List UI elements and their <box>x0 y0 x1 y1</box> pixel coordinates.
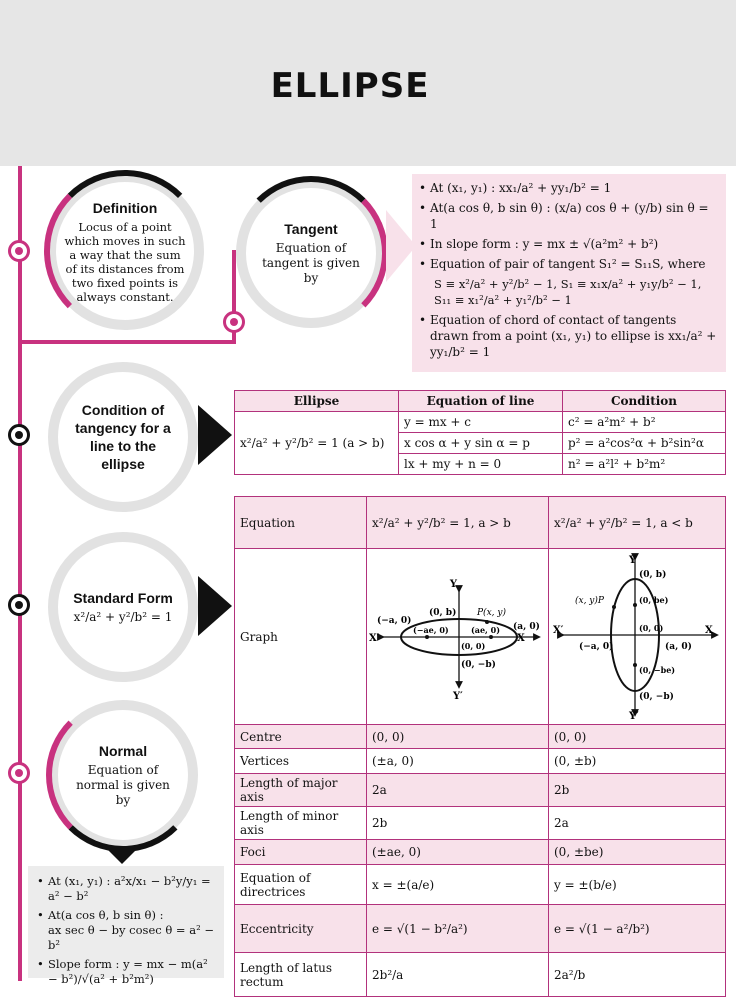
condition-circle <box>48 362 198 512</box>
point-label: (0, −b) <box>461 660 496 670</box>
prop-value-b: 2a²/b <box>549 953 726 997</box>
tangent-item: • At (x₁, y₁) : xx₁/a² + yy₁/b² = 1 <box>430 180 718 196</box>
timeline-line <box>18 166 22 981</box>
prop-value-b: 2b <box>549 774 726 807</box>
prop-value-a: (±a, 0) <box>367 749 549 774</box>
condition-line: lx + my + n = 0 <box>399 454 563 475</box>
connector-line <box>18 340 236 344</box>
point-label: (0, be) <box>639 595 669 605</box>
point-label: (a, 0) <box>513 622 540 632</box>
col-header: Condition <box>563 391 726 412</box>
normal-item: • At(a cos θ, b sin θ) : ax sec θ − by cosec θ = a² − b² <box>48 908 220 953</box>
prop-value-a: e = √(1 − b²/a²) <box>367 905 549 953</box>
point-label: (a, 0) <box>665 642 692 652</box>
condition-pointer <box>198 405 232 465</box>
graph-horizontal <box>367 549 549 725</box>
definition-text: Locus of a point which moves in such a way that the sum of its distances from two fixed points is always constant. <box>64 219 186 304</box>
graph-vertical <box>549 549 726 725</box>
ellipse-graph-horizontal <box>367 549 547 721</box>
condition-value: c² = a²m² + b² <box>563 412 726 433</box>
normal-text: Equation of normal is given by <box>76 763 170 807</box>
condition-title: Condition of tangency for a line to the ellipse <box>75 402 171 472</box>
axis-label: X′ <box>553 625 564 636</box>
prop-value-a: x²/a² + y²/b² = 1, a > b <box>367 497 549 549</box>
condition-line: y = mx + c <box>399 412 563 433</box>
prop-label: Length of major axis <box>235 774 367 807</box>
definition-title: Definition <box>92 199 158 216</box>
axis-label: X <box>517 633 525 644</box>
timeline-dot <box>8 762 30 784</box>
normal-pointer <box>108 850 136 864</box>
condition-table <box>234 390 726 475</box>
prop-value-b: (0, 0) <box>549 725 726 749</box>
ellipse-graph-vertical <box>549 549 723 721</box>
tangent-item: • Equation of pair of tangent S₁² = S₁₁S, where <box>430 256 718 272</box>
prop-value-a: 2a <box>367 774 549 807</box>
normal-circle <box>48 700 198 850</box>
prop-value-b: e = √(1 − a²/b²) <box>549 905 726 953</box>
col-header: Ellipse <box>235 391 399 412</box>
point-label: (−a, 0) <box>579 642 614 652</box>
point-label: (−ae, 0) <box>413 625 449 635</box>
condition-line: x cos α + y sin α = p <box>399 433 563 454</box>
normal-title: Normal <box>98 743 148 759</box>
prop-label: Vertices <box>235 749 367 774</box>
point-label: (0, 0) <box>639 623 664 633</box>
prop-label: Equation <box>235 497 367 549</box>
standard-formula: x²/a² + y²/b² = 1 <box>73 610 173 624</box>
condition-value: p² = a²cos²α + b²sin²α <box>563 433 726 454</box>
prop-value-a: x = ±(a/e) <box>367 865 549 905</box>
prop-value-a: 2b <box>367 807 549 840</box>
axis-label: Y <box>449 579 457 590</box>
prop-value-a: 2b²/a <box>367 953 549 997</box>
tangent-text: Equation of tangent is given by <box>262 241 360 285</box>
point-label: (x, y)P <box>575 596 604 606</box>
properties-table <box>234 496 726 997</box>
prop-label: Graph <box>235 549 367 725</box>
standard-pointer <box>198 576 232 636</box>
point-label: (0, b) <box>639 570 667 580</box>
timeline-dot <box>8 240 30 262</box>
page-title: ELLIPSE <box>270 66 430 106</box>
tangent-item-cont: S ≡ x²/a² + y²/b² − 1, S₁ ≡ x₁x/a² + y₁y/b² − 1, S₁₁ ≡ x₁²/a² + y₁²/b² − 1 <box>434 277 702 307</box>
axis-label: X′ <box>369 633 380 644</box>
prop-value-a: (0, 0) <box>367 725 549 749</box>
point-label: (ae, 0) <box>471 625 500 635</box>
axis-label: Y <box>629 555 637 566</box>
tangent-box <box>412 174 726 372</box>
tangent-circle <box>236 178 386 328</box>
tangent-title: Tangent <box>284 221 338 237</box>
point-label: (−a, 0) <box>377 616 412 626</box>
point-label: (0, 0) <box>461 641 486 651</box>
point-label: (0, b) <box>429 608 457 618</box>
prop-label: Length of latus rectum <box>235 953 367 997</box>
prop-value-b: x²/a² + y²/b² = 1, a < b <box>549 497 726 549</box>
axis-label: Y′ <box>629 711 639 722</box>
point-label: P(x, y) <box>477 608 506 618</box>
normal-box <box>28 866 224 986</box>
prop-label: Foci <box>235 840 367 865</box>
condition-value: n² = a²l² + b²m² <box>563 454 726 475</box>
normal-item: • At (x₁, y₁) : a²x/x₁ − b²y/y₁ = a² − b² <box>48 874 220 904</box>
prop-value-b: (0, ±b) <box>549 749 726 774</box>
condition-ellipse: x²/a² + y²/b² = 1 (a > b) <box>235 412 399 475</box>
prop-value-b: y = ±(b/e) <box>549 865 726 905</box>
tangent-item: • At(a cos θ, b sin θ) : (x/a) cos θ + (y/b) sin θ = 1 <box>430 200 718 232</box>
prop-label: Eccentricity <box>235 905 367 953</box>
timeline-dot <box>8 594 30 616</box>
normal-item: • Slope form : y = mx − m(a² − b²)/√(a² + b²m²) <box>48 957 220 987</box>
point-label: (0, −b) <box>639 692 674 702</box>
prop-label: Centre <box>235 725 367 749</box>
definition-circle <box>46 172 204 330</box>
tangent-item: • In slope form : y = mx ± √(a²m² + b²) <box>430 236 718 252</box>
standard-title: Standard Form <box>73 590 173 606</box>
col-header: Equation of line <box>399 391 563 412</box>
prop-value-a: (±ae, 0) <box>367 840 549 865</box>
timeline-dot <box>223 311 245 333</box>
prop-value-b: 2a <box>549 807 726 840</box>
prop-label: Equation of directrices <box>235 865 367 905</box>
standard-circle <box>48 532 198 682</box>
axis-label: X <box>705 625 713 636</box>
prop-value-b: (0, ±be) <box>549 840 726 865</box>
tangent-item: • Equation of chord of contact of tangents drawn from a point (x₁, y₁) to ellipse is xx₁/a² + yy₁/b² = 1 <box>430 312 718 360</box>
prop-label: Length of minor axis <box>235 807 367 840</box>
point-label: (0, −be) <box>639 665 676 675</box>
timeline-dot <box>8 424 30 446</box>
axis-label: Y′ <box>453 691 463 702</box>
